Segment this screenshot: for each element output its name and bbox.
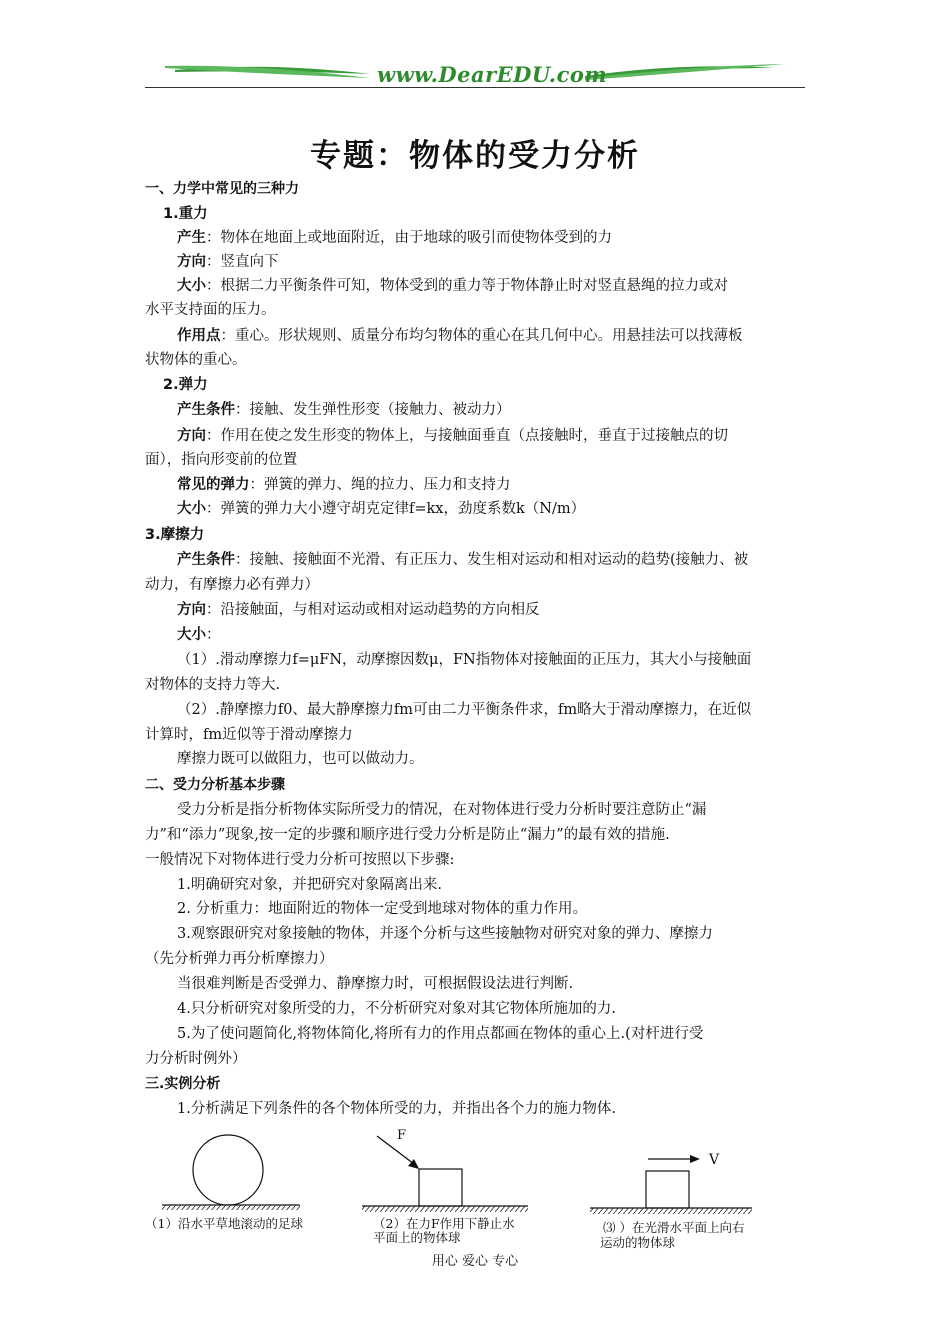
gravity-point: 作用点：重心。形状规则、质量分布均匀物体的重心在其几何中心。用悬挂法可以找薄板 [177,328,743,344]
friction-condition-cont: 动力，有摩擦力必有弹力） [145,577,319,593]
friction-size: 大小： [177,627,221,643]
gravity-heading: 1.重力 [163,206,208,222]
step-5: 5.为了使问题简化,将物体简化,将所有力的作用点都画在物体的重心上.(对杆进行受 [177,1026,704,1042]
friction-sliding: （1）.滑动摩擦力f=μFN，动摩擦因数μ，FN指物体对接触面的正压力，其大小与接触面 [177,652,752,668]
step-3-note: 当很难判断是否受弹力、静摩擦力时，可根据假设法进行判断. [177,976,574,992]
step-1: 1.明确研究对象，并把研究对象隔离出来. [177,877,442,893]
elastic-condition: 产生条件：接触、发生弹性形变（接触力、被动力） [177,402,511,418]
figure-2-caption-1: （2）在力F作用下静止水 [373,1216,515,1231]
figure-3-block-moving [590,1152,752,1214]
sec2-intro-2: 力”和“添力”现象,按一定的步骤和顺序进行受力分析是防止“漏力”的最有效的措施. [145,827,670,843]
step-2: 2. 分析重力：地面附近的物体一定受到地球对物体的重力作用。 [177,901,587,917]
friction-condition: 产生条件：接触、接触面不光滑、有正压力、发生相对运动和相对运动的趋势(接触力、被 [177,552,749,568]
section-3-heading: 三.实例分析 [145,1076,221,1092]
friction-note: 摩擦力既可以做阻力，也可以做动力。 [177,751,424,767]
elastic-common: 常见的弹力：弹簧的弹力、绳的拉力、压力和支持力 [177,477,511,493]
step-5-cont: 力分析时例外） [145,1051,247,1067]
sec2-intro-3: 一般情况下对物体进行受力分析可按照以下步骤: [145,852,455,868]
friction-static-cont: 计算时，fm近似等于滑动摩擦力 [145,727,353,743]
figure-2-caption-2: 平面上的物体球 [373,1230,461,1245]
step-3-cont: （先分析弹力再分析摩擦力） [145,951,334,967]
figure-1-caption: （1）沿水平草地滚动的足球 [145,1216,303,1231]
velocity-label-v: V [709,1152,720,1168]
gravity-size-cont: 水平支持面的压力。 [145,302,276,318]
elastic-direction-cont: 面），指向形变前的位置 [145,452,298,468]
force-label-f: F [397,1128,407,1143]
section-1-heading: 一、力学中常见的三种力 [145,181,299,197]
friction-static: （2）.静摩擦力f0、最大静摩擦力fm可由二力平衡条件求，fm略大于滑动摩擦力，在近似 [177,702,752,718]
page-footer: 用心 爱心 专心 [431,1254,519,1269]
site-name: www.DearEDU.com [377,62,608,87]
friction-direction: 方向：沿接触面，与相对运动或相对运动趋势的方向相反 [177,602,540,618]
elastic-size: 大小：弹簧的弹力大小遵守胡克定律f=kx，劲度系数k（N/m） [177,501,586,517]
figure-2-block-with-force [362,1136,528,1212]
gravity-cause: 产生：物体在地面上或地面附近，由于地球的吸引而使物体受到的力 [177,230,612,246]
gravity-direction: 方向：竖直向下 [177,254,279,270]
friction-heading: 3.摩擦力 [145,527,205,543]
question-1: 1.分析满足下列条件的各个物体所受的力，并指出各个力的施力物体. [177,1101,616,1117]
figure-1-ball [162,1135,300,1210]
gravity-size: 大小：根据二力平衡条件可知，物体受到的重力等于物体静止时对竖直悬绳的拉力或对 [177,278,728,294]
step-3: 3.观察跟研究对象接触的物体，并逐个分析与这些接触物对研究对象的弹力、摩擦力 [177,926,713,942]
section-2-heading: 二、受力分析基本步骤 [145,777,285,793]
figure-3-caption-2: 运动的物体球 [600,1235,676,1250]
page-title: 专题：物体的受力分析 [310,138,640,174]
elastic-heading: 2.弹力 [163,377,208,393]
gravity-point-cont: 状物体的重心。 [145,352,247,368]
elastic-direction: 方向：作用在使之发生形变的物体上，与接触面垂直（点接触时，垂直于过接触点的切 [177,428,728,444]
friction-sliding-cont: 对物体的支持力等大. [145,677,281,693]
sec2-intro-1: 受力分析是指分析物体实际所受力的情况，在对物体进行受力分析时要注意防止“漏 [177,802,707,818]
step-4: 4.只分析研究对象所受的力，不分析研究对象对其它物体所施加的力. [177,1001,616,1017]
figure-3-caption-1: ⑶ ）在光滑水平面上向右 [603,1220,745,1235]
